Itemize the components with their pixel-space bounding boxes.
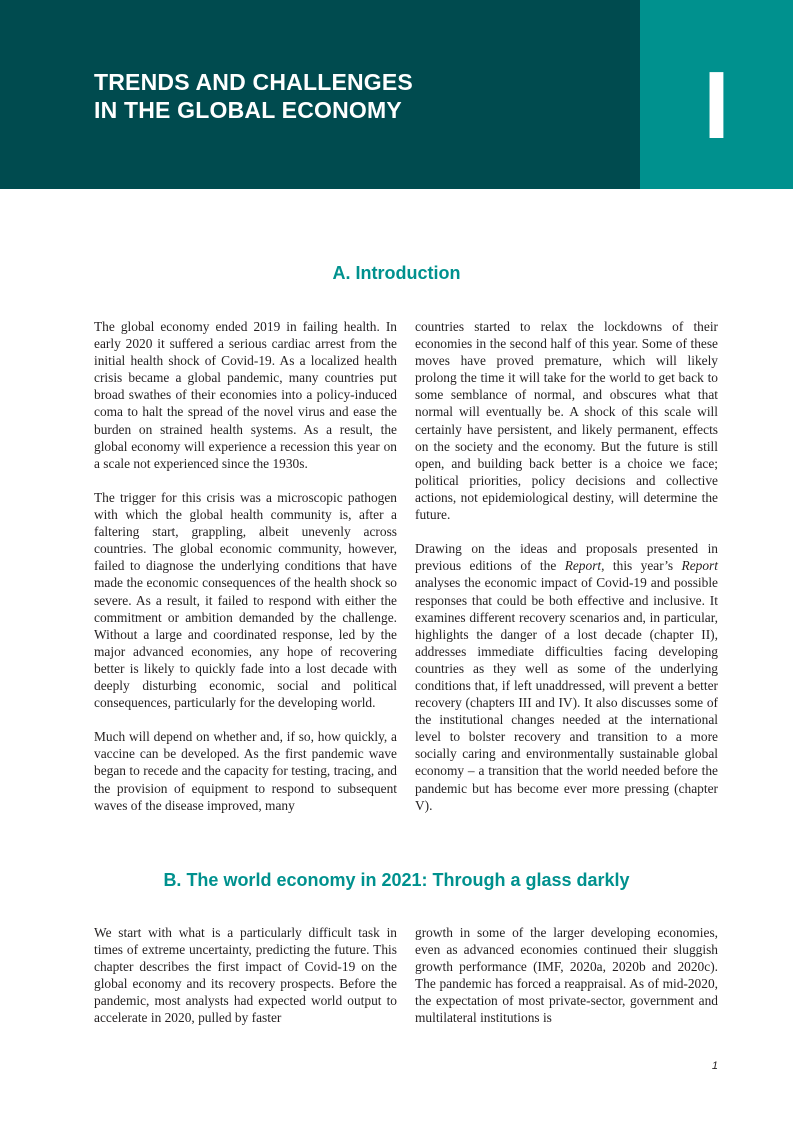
report-title: Report [681, 558, 718, 574]
section-a-heading: A. Introduction [332, 263, 461, 283]
text-run: analyses the economic impact of Covid-19 and possible responses that could be both effective and inclusive. It examines different recovery scenarios and, in particular, highlights the danger of a lost decade (chapter II), addresses immediate difficulties facing developing countries as they well as some of the underlying conditions that, if left unaddressed, will prevent a better recovery (chapters III and IV). It also discusses some of the institutional changes needed at the international level to bolster recovery and transition to a more socially caring and environmentally sustainable global economy – a transition that the world needed before the pandemic but has become ever more pressing (chapter V). [415, 575, 718, 813]
paragraph: growth in some of the larger developing economies, even as advanced economies continued their sluggish growth performance (IMF, 2020a, 2020b and 2020c). The pandemic has forced a reappraisal. As of mid-2020, the expectation of most private-sector, government and multilateral institutions is [415, 925, 718, 1026]
chapter-numeral: I [703, 52, 730, 159]
chapter-title [94, 68, 614, 124]
section-a-right-column [415, 318, 718, 814]
chapter-title-line-2: IN THE GLOBAL ECONOMY [94, 97, 402, 123]
section-b-heading: B. The world economy in 2021: Through a glass darkly [163, 870, 630, 890]
paragraph [415, 540, 718, 814]
paragraph: The trigger for this crisis was a microscopic pathogen with which the global health community is, after a faltering start, grappling, albeit unevenly across countries. The global economic community, however, failed to diagnose the underlying conditions that have made the economic consequences of the health shock so severe. As a result, it failed to respond with either the commitment or ambition demanded by the challenge. Without a large and coordinated response, led by the major advanced economies, any hope of recovering better is likely to quickly fade into a lost decade with deeply disturbing economic, social and political consequences, particularly for the developing world. [94, 489, 397, 711]
paragraph: Much will depend on whether and, if so, how quickly, a vaccine can be developed. As the first pandemic wave began to recede and the capacity for testing, tracing, and the provision of equipment to respond to subsequent waves of the disease improved, many [94, 729, 397, 813]
paragraph: We start with what is a particularly difficult task in times of extreme uncertainty, predicting the future. This chapter describes the first impact of Covid-19 on the global economy and its recovery prospects. Before the pandemic, most analysts had expected world output to accelerate in 2020, pulled by faster [94, 925, 397, 1026]
section-b-left-column [94, 924, 397, 1027]
text-run: Drawing on the ideas and proposals presented in previous editions of the [415, 541, 718, 574]
paragraph: countries started to relax the lockdowns of their economies in the second half of this year. Some of these moves have proved premature, which will likely prolong the time it will take for the world to get back to some semblance of normal, and obscures what that normal will eventually be. A shock of this scale will certainly have persistent, and likely permanent, effects on the society and the economy. But the future is still open, and building back better is a choice we face; political priorities, policy decisions and collective actions, not epidemiological destiny, will determine the future. [415, 319, 718, 523]
page-number: 1 [711, 1060, 718, 1072]
text-run: , this year’s [601, 558, 682, 574]
chapter-title-line-1: TRENDS AND CHALLENGES [94, 69, 413, 95]
report-title: Report [564, 558, 602, 574]
paragraph: The global economy ended 2019 in failing health. In early 2020 it suffered a serious cardiac arrest from the initial health shock of Covid-19. As a localized health crisis became a global pandemic, many countries put broad swathes of their economies into a policy-induced coma to halt the spread of the novel virus and ease the burden on strained health systems. As a result, the global economy will experience a recession this year on a scale not experienced since the 1930s. [94, 319, 397, 471]
chapter-banner [0, 0, 640, 189]
section-b-right-column [415, 924, 718, 1027]
section-a-left-column [94, 318, 397, 814]
